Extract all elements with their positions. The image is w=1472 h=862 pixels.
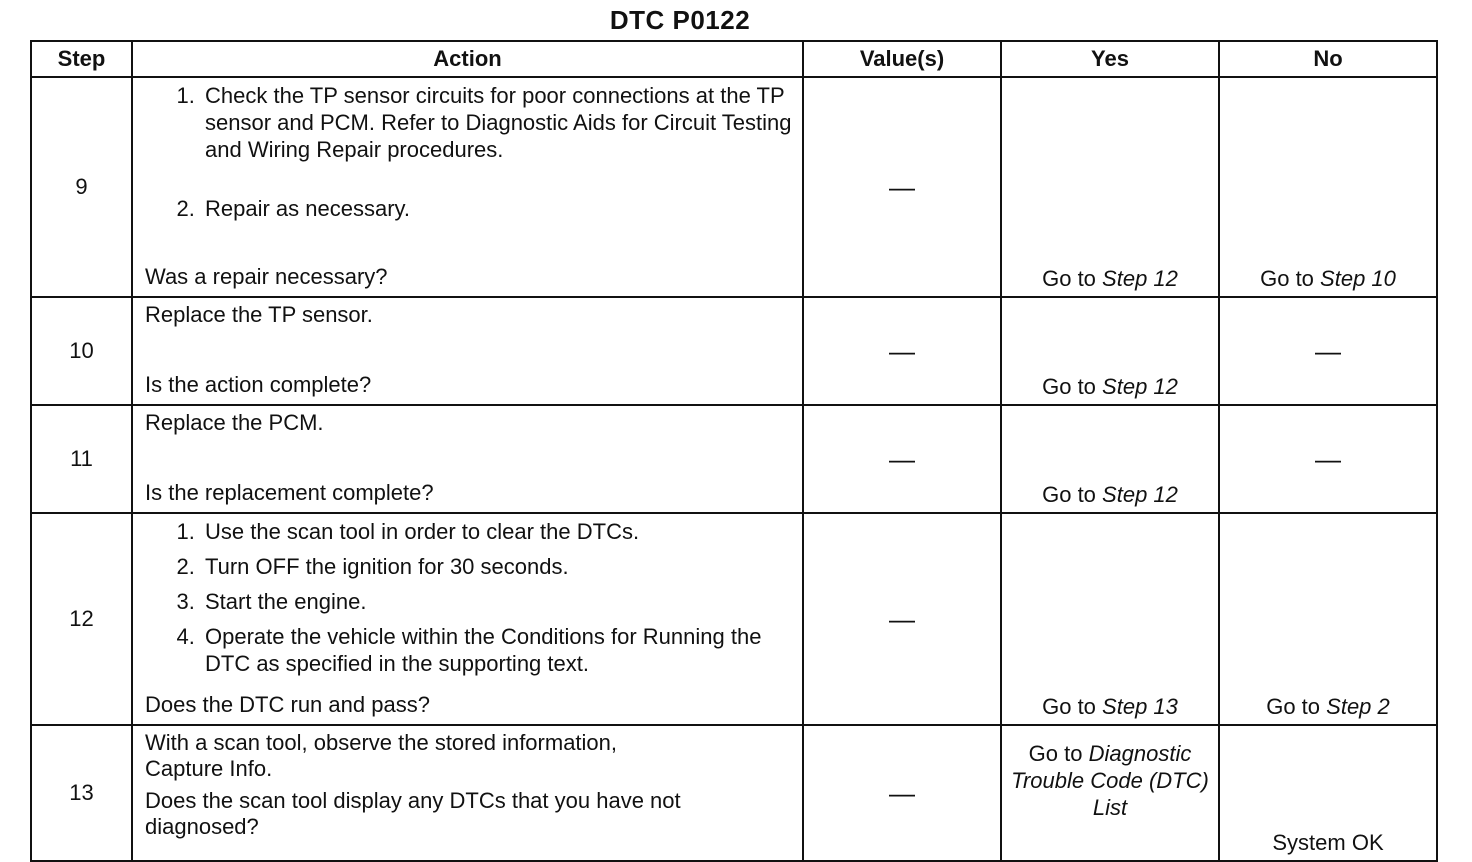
yes-cell	[1001, 405, 1219, 513]
value-cell: —	[803, 725, 1001, 861]
value-cell: —	[803, 513, 1001, 725]
go-to-text: Go to	[1042, 694, 1096, 719]
value-cell: —	[803, 297, 1001, 405]
go-to-text: Go to	[1042, 482, 1096, 507]
action-item: 1. Check the TP sensor circuits for poor connections at the TP sensor and PCM. Refer to Diagnostic Aids for Circuit Testing and Wiring Repair procedures.	[201, 82, 792, 163]
action-text: With a scan tool, observe the stored information,	[145, 730, 618, 755]
action-text: Replace the TP sensor.	[145, 302, 373, 327]
action-question: Does the scan tool display any DTCs that you have not diagnosed?	[145, 788, 681, 839]
header-yes: Yes	[1001, 41, 1219, 77]
no-cell: —	[1219, 297, 1437, 405]
step-number: 13	[31, 725, 132, 861]
action-question: Does the DTC run and pass?	[145, 692, 430, 717]
action-item: 3. Start the engine.	[201, 588, 792, 615]
diagnostic-table	[30, 40, 1438, 862]
action-list	[145, 518, 792, 685]
action-cell	[132, 297, 803, 405]
action-item: 2. Turn OFF the ignition for 30 seconds.	[201, 553, 792, 580]
go-to-text: Go to	[1042, 266, 1096, 291]
value-cell: —	[803, 405, 1001, 513]
dtc-list-link[interactable]: Diagnostic Trouble Code (DTC) List	[1011, 741, 1209, 820]
header-values: Value(s)	[803, 41, 1001, 77]
no-cell: System OK	[1219, 725, 1437, 861]
no-cell	[1219, 513, 1437, 725]
no-cell	[1219, 77, 1437, 297]
yes-cell	[1001, 513, 1219, 725]
action-cell	[132, 405, 803, 513]
go-to-text: Go to	[1260, 266, 1314, 291]
header-no: No	[1219, 41, 1437, 77]
yes-cell	[1001, 297, 1219, 405]
action-question: Is the action complete?	[145, 372, 372, 397]
step-link[interactable]: Step 10	[1320, 266, 1396, 291]
step-link[interactable]: Step 12	[1102, 266, 1178, 291]
action-item: 1. Use the scan tool in order to clear the DTCs.	[201, 518, 792, 545]
step-number: 10	[31, 297, 132, 405]
table-row-step-11	[31, 405, 1437, 513]
action-question: Is the replacement complete?	[145, 480, 434, 505]
no-cell: —	[1219, 405, 1437, 513]
step-link[interactable]: Step 13	[1102, 694, 1178, 719]
yes-cell	[1001, 77, 1219, 297]
step-number: 11	[31, 405, 132, 513]
go-to-text: Go to	[1028, 741, 1083, 766]
step-number: 12	[31, 513, 132, 725]
step-link[interactable]: Step 12	[1102, 482, 1178, 507]
table-row-step-13	[31, 725, 1437, 861]
action-cell	[132, 513, 803, 725]
yes-cell	[1001, 725, 1219, 861]
table-row-step-10	[31, 297, 1437, 405]
table-row-step-12	[31, 513, 1437, 725]
step-link[interactable]: Step 12	[1102, 374, 1178, 399]
action-question: Was a repair necessary?	[145, 264, 388, 289]
table-header-row	[31, 41, 1437, 77]
action-text: Replace the PCM.	[145, 410, 324, 435]
action-item: 2. Repair as necessary.	[201, 195, 792, 222]
step-number: 9	[31, 77, 132, 297]
action-text: Capture Info.	[145, 756, 273, 781]
action-item: 4. Operate the vehicle within the Conditions for Running the DTC as specified in the supporting text.	[201, 623, 792, 677]
go-to-text: Go to	[1042, 374, 1096, 399]
step-link[interactable]: Step 2	[1326, 694, 1390, 719]
header-action: Action	[132, 41, 803, 77]
go-to-text: Go to	[1266, 694, 1321, 719]
action-list	[145, 82, 792, 222]
action-cell	[132, 77, 803, 297]
header-step: Step	[31, 41, 132, 77]
page-title: DTC P0122	[609, 5, 751, 35]
action-cell	[132, 725, 803, 861]
value-cell: —	[803, 77, 1001, 297]
table-row-step-9	[31, 77, 1437, 297]
